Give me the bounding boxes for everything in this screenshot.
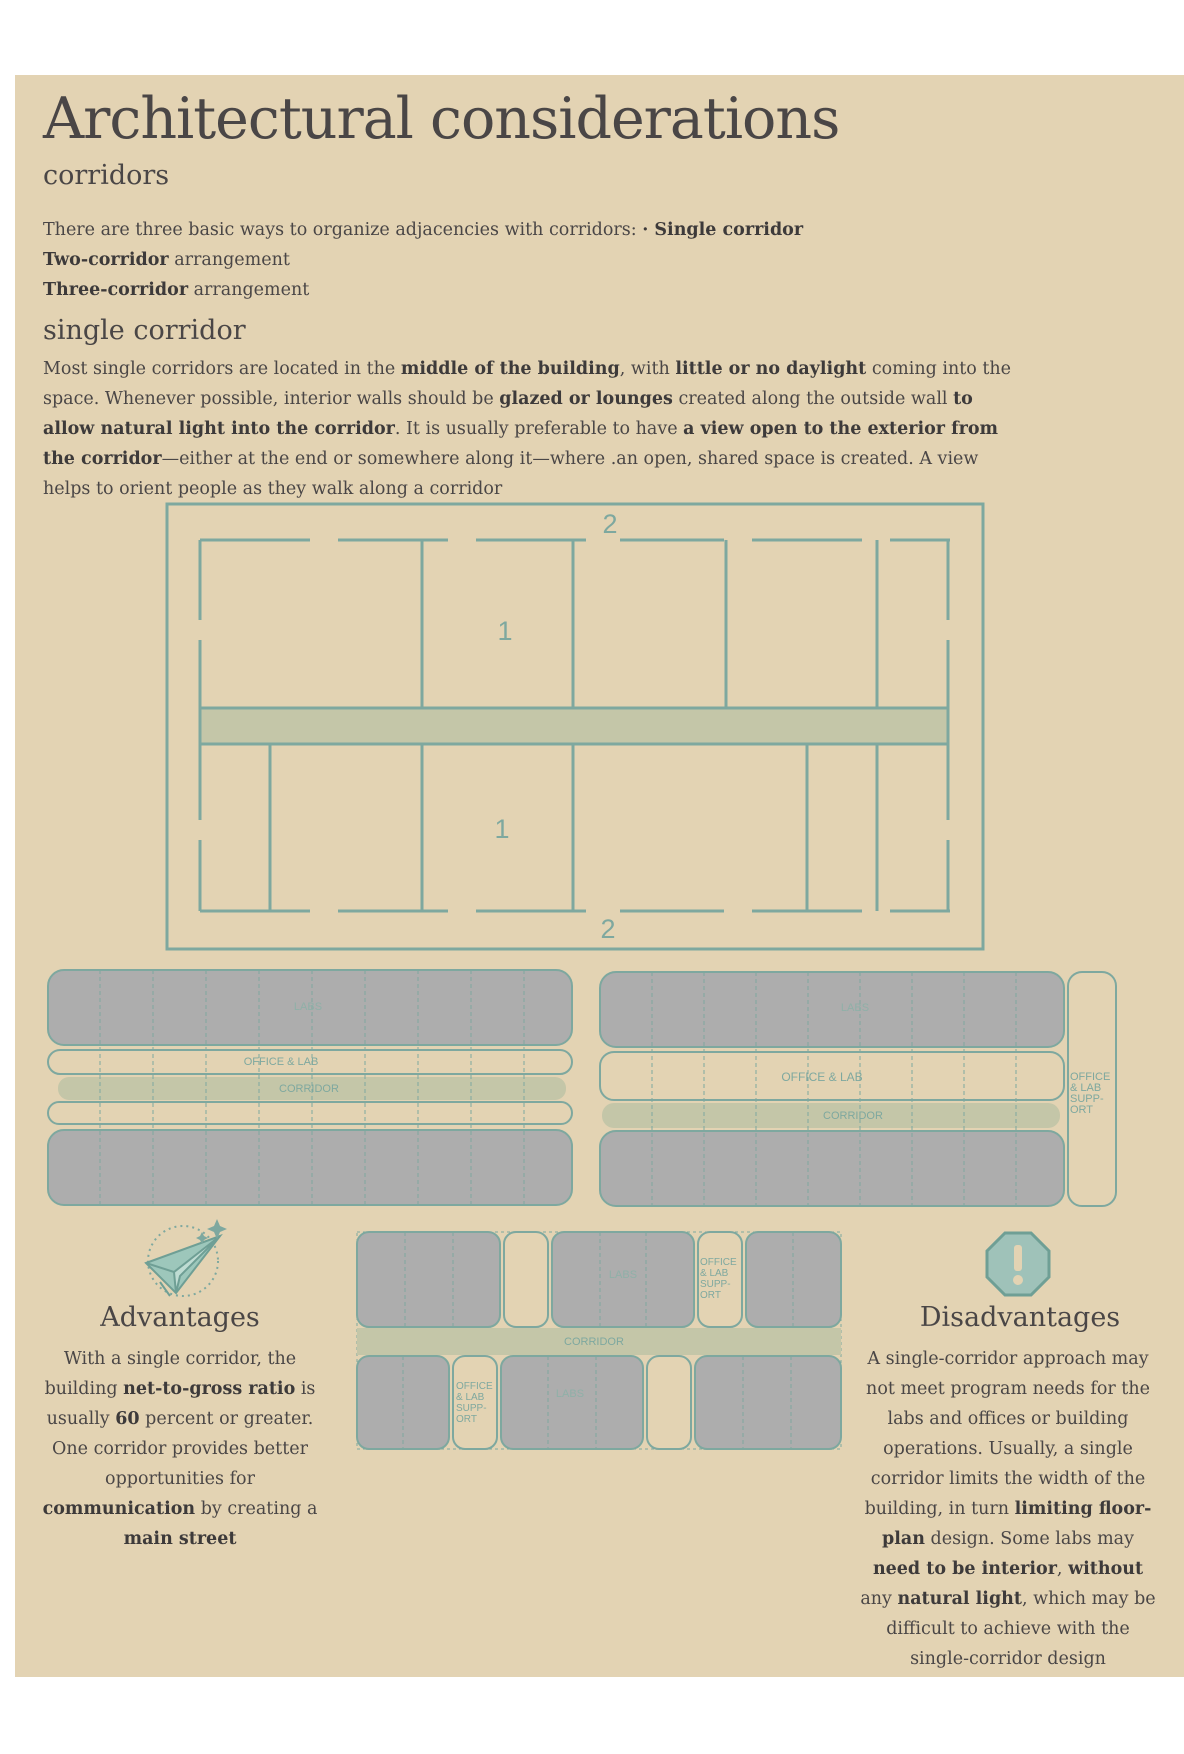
option-three-rest: arrangement — [188, 280, 310, 300]
diagram-b-support-label-3: SUPP- — [1070, 1093, 1104, 1105]
diagram-c-support-bottom-2: & LAB — [456, 1392, 485, 1403]
diagram-c-labs-b3 — [501, 1356, 643, 1449]
option-three-bold: Three-corridor — [43, 280, 189, 300]
diagram-c-support-top-2: & LAB — [700, 1268, 729, 1279]
emphasis-text: without — [1068, 1559, 1144, 1579]
diagram-c-support-bottom-1: OFFICE — [456, 1381, 493, 1392]
emphasis-text: a view open to the exterior from the corridor — [43, 419, 999, 469]
diagram-c-corridor-label: CORRIDOR — [564, 1335, 624, 1348]
diagram-a — [48, 970, 572, 1205]
body-text: design. Some labs may — [924, 1529, 1134, 1549]
diagram-b — [600, 972, 1116, 1206]
plan-label-1-top: 1 — [497, 616, 513, 646]
plan-corridor — [200, 708, 948, 744]
diagram-b-office-label: OFFICE & LAB — [781, 1070, 863, 1084]
diagram-c-labs-label-top: LABS — [608, 1269, 638, 1281]
plan-label-2-bottom: 2 — [600, 914, 616, 944]
body-text: any — [860, 1589, 898, 1609]
diagram-c-support-top-3: SUPP- — [700, 1279, 731, 1290]
diagram-a-labs-label: LABS — [293, 1001, 323, 1013]
body-text: , — [1056, 1559, 1069, 1579]
emphasis-text: need to be interior — [872, 1559, 1057, 1579]
diagram-c-support-top-1: OFFICE — [700, 1257, 737, 1268]
emphasis-text: net-to-gross ratio — [123, 1379, 296, 1399]
body-text: . It is usually preferable to have — [394, 419, 684, 439]
diagram-c-room-b4 — [647, 1356, 691, 1449]
disadvantages-heading: Disadvantages — [919, 1302, 1121, 1333]
bullet-glyph: · — [642, 220, 655, 240]
body-text: percent or greater. One corridor provides better opportunities for — [52, 1409, 314, 1489]
diagram-c-support-top-4: ORT — [700, 1290, 721, 1301]
diagram-c-support-bottom-3: SUPP- — [456, 1403, 487, 1414]
page-title: Architectural considerations — [43, 86, 840, 152]
body-text: , with — [619, 359, 676, 379]
body-text: With a single corridor, the building — [44, 1349, 297, 1399]
body-text: is usually — [46, 1379, 316, 1429]
diagram-c-labs-label-bottom: LABS — [555, 1388, 585, 1400]
emphasis-text: 60 — [115, 1409, 140, 1429]
emphasis-text: main street — [123, 1529, 237, 1549]
emphasis-text: natural light — [897, 1589, 1022, 1609]
emphasis-text: communication — [42, 1499, 196, 1519]
diagram-b-labs-top — [600, 972, 1064, 1047]
paper-plane-icon — [146, 1219, 227, 1296]
body-text: coming into the space. Whenever possible, interior walls should be — [43, 359, 1012, 409]
diagram-c-support-bottom-4: ORT — [456, 1414, 477, 1425]
emphasis-text: middle of the building — [400, 359, 620, 379]
warning-octagon-icon — [987, 1233, 1049, 1295]
option-single-bold: Single corridor — [654, 220, 804, 240]
diagram-b-support-label-2: & LAB — [1070, 1082, 1102, 1094]
diagram-b-labs-bottom — [600, 1131, 1064, 1206]
diagram-a-office-label: OFFICE & LAB — [243, 1056, 319, 1068]
option-two-rest: arrangement — [168, 250, 290, 270]
plan-drawing — [167, 504, 983, 949]
emphasis-text: glazed or lounges — [499, 389, 673, 409]
body-text: created along the outside wall — [672, 389, 954, 409]
body-text: A single-corridor approach may not meet program needs for the labs and offices or building operations. Usually, a single corridor limits the width of the building, in turn — [864, 1349, 1150, 1519]
plan-label-2-top: 2 — [602, 509, 618, 539]
body-text: —either at the end or somewhere along it—where .an open, shared space is created. A view helps to orient people as they walk along a corridor — [43, 449, 979, 499]
diagram-b-corridor-label: CORRIDOR — [823, 1109, 883, 1122]
diagram-b-labs-label: LABS — [840, 1002, 870, 1014]
diagram-b-support-label-4: ORT — [1070, 1104, 1094, 1116]
advantages-paragraph — [40, 1344, 320, 1554]
body-text: by creating a — [195, 1499, 318, 1519]
disadvantages-paragraph — [856, 1344, 1160, 1674]
body-text: , which may be difficult to achieve with the single-corridor design — [886, 1589, 1156, 1669]
diagram-a-corridor-label: CORRIDOR — [279, 1082, 339, 1095]
corridors-heading: corridors — [43, 160, 170, 191]
body-text: Most single corridors are located in the — [43, 359, 401, 379]
emphasis-text: to allow natural light into the corridor — [43, 389, 973, 439]
single-corridor-heading: single corridor — [43, 315, 246, 346]
option-two-bold: Two-corridor — [43, 250, 169, 270]
diagram-a-office-bottom — [48, 1102, 572, 1124]
advantages-heading: Advantages — [100, 1302, 260, 1333]
diagram-c — [357, 1232, 841, 1449]
diagram-c-labs-b5 — [695, 1356, 841, 1449]
diagram-c-labs-tl — [357, 1232, 500, 1327]
diagram-a-labs-bottom — [48, 1130, 572, 1205]
diagram-b-support-label-1: OFFICE — [1070, 1071, 1111, 1083]
corridors-intro: There are three basic ways to organize adjacencies with corridors: — [43, 220, 643, 240]
emphasis-text: little or no daylight — [675, 359, 867, 379]
emphasis-text: limiting floor-plan — [882, 1499, 1152, 1549]
plan-label-1-bottom: 1 — [494, 814, 510, 844]
diagram-c-room-t2 — [504, 1232, 548, 1327]
